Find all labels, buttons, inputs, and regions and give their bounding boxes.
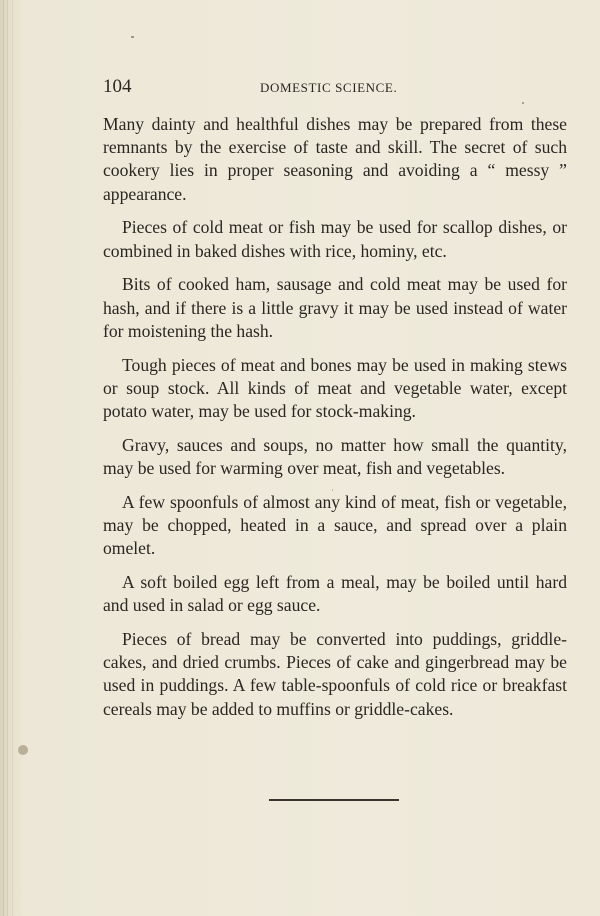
paragraph: Pieces of bread may be converted into puddings, griddle-cakes, and dried crumbs. Pieces of cake and gingerbread may be used in puddings. A few table-spoonfuls of cold rice or breakfast cereals may be added to muffins or griddle-cakes. — [103, 629, 567, 719]
paragraph: A few spoonfuls of almost any kind of meat, fish or vegetable, may be chopped, heated in a sauce, and spread over a plain omelet. — [103, 491, 567, 559]
gutter-edge — [3, 0, 4, 916]
paragraph: A soft boiled egg left from a meal, may be boiled until hard and used in salad or egg sauce. — [103, 572, 567, 616]
paper-speck — [522, 102, 524, 104]
body-text — [103, 113, 567, 731]
gutter-edge — [12, 0, 13, 916]
paragraph: Many dainty and healthful dishes may be prepared from these remnants by the exercise of taste and skill. The secret of such cookery lies in proper seasoning and avoiding a “ messy ” appearance. — [103, 114, 567, 204]
section-end-rule — [269, 799, 399, 801]
margin-mark — [18, 745, 28, 755]
paragraph: Tough pieces of meat and bones may be used in making stews or soup stock. All kinds of meat and vegetable water, except potato water, may be used for stock-making. — [103, 354, 567, 422]
paragraph: Gravy, sauces and soups, no matter how small the quantity, may be used for warming over meat, fish and vegetables. — [103, 434, 567, 479]
page-header — [103, 76, 567, 100]
gutter-edge — [7, 0, 8, 916]
page-number: 104 — [103, 76, 132, 97]
paper-speck — [131, 36, 134, 38]
paragraph: Pieces of cold meat or fish may be used for scallop dishes, or combined in baked dishes with rice, hominy, etc. — [103, 217, 567, 261]
paragraph: Bits of cooked ham, sausage and cold meat may be used for hash, and if there is a little gravy it may be used instead of water for moistening the hash. — [103, 274, 567, 341]
running-head: DOMESTIC SCIENCE. — [260, 80, 398, 95]
